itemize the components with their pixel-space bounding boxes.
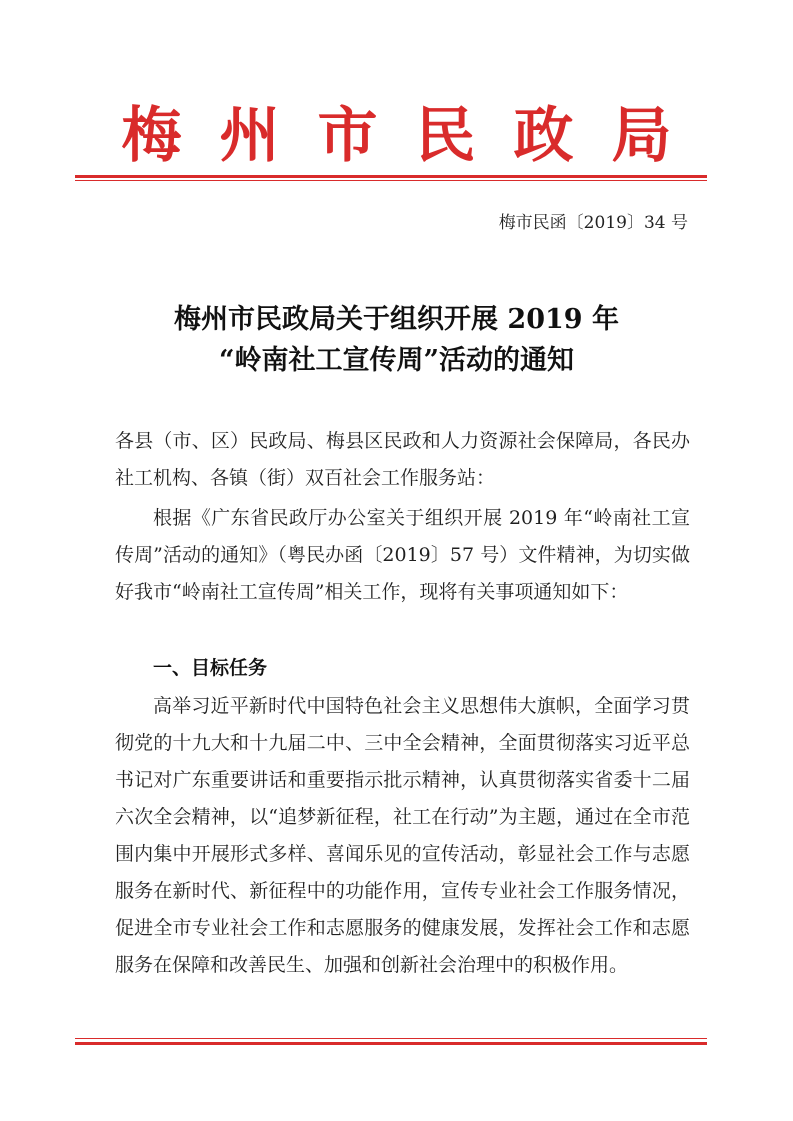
letterhead-red-rule-thick <box>75 175 707 178</box>
document-title-line-1: 梅州市民政局关于组织开展 2019 年 <box>174 304 619 335</box>
recipients: 各县（市、区）民政局、梅县区民政和人力资源社会保障局，各民办社工机构、各镇（街）双百社会工作服务站： <box>115 430 690 489</box>
intro-paragraph: 根据《广东省民政厅办公室关于组织开展 2019 年“岭南社工宣传周”活动的通知》（粤民办函〔2019〕57 号）文件精神，为切实做好我市“岭南社工宣传周”相关工作，现将有关事项通知如下： <box>115 507 690 603</box>
letterhead-red-rule-thin <box>75 180 707 181</box>
document-number: 梅市民函〔2019〕34 号 <box>498 213 688 233</box>
letterhead-agency-name: 梅州市民政局 <box>121 101 710 171</box>
footer-red-rule-thick <box>75 1042 707 1045</box>
footer-red-rule-thin <box>75 1038 707 1039</box>
document-title-line-2: “岭南社工宣传周”活动的通知 <box>218 345 575 376</box>
section-heading-goals: 一、目标任务 <box>153 657 268 679</box>
goals-paragraph: 高举习近平新时代中国特色社会主义思想伟大旗帜，全面学习贯彻党的十九大和十九届二中、三中全会精神，全面贯彻落实习近平总书记对广东重要讲话和重要指示批示精神，认真贯彻落实省委十二届六次全会精神，以“追梦新征程，社工在行动”为主题，通过在全市范围内集中开展形式多样、喜闻乐见的宣传活动，彰显社会工作与志愿服务在新时代、新征程中的功能作用，宣传专业社会工作服务情况，促进全市专业社会工作和志愿服务的健康发展，发挥社会工作和志愿服务在保障和改善民生、加强和创新社会治理中的积极作用。 <box>115 695 690 976</box>
